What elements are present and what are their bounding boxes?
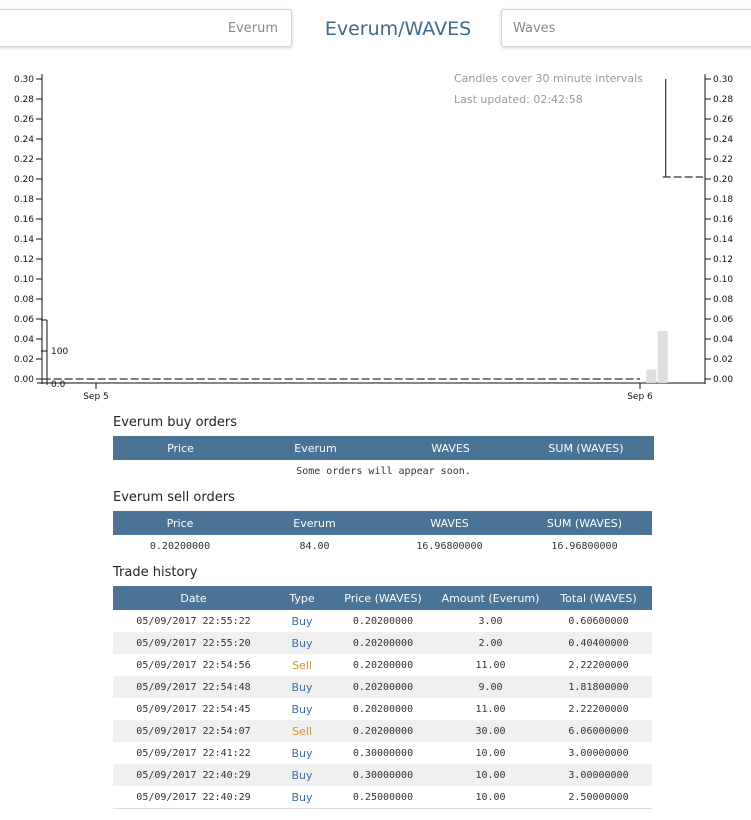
- trade-price: 0.20200000: [352, 659, 414, 671]
- trade-date: 05/09/2017 22:40:29: [136, 791, 251, 803]
- column-header[interactable]: Total (WAVES): [545, 586, 652, 610]
- trade-row[interactable]: [113, 764, 652, 786]
- y-tick-label: 0.14: [13, 235, 34, 245]
- column-header[interactable]: Everum: [247, 511, 382, 535]
- column-header[interactable]: Price (WAVES): [330, 586, 436, 610]
- y-tick-label: 0.22: [713, 155, 734, 165]
- price-asset-value: Waves: [513, 20, 556, 36]
- y-tick-label: 0.24: [713, 135, 734, 145]
- interval-text: Candles cover 30 minute intervals: [454, 72, 643, 85]
- trade-type: Buy: [291, 746, 313, 760]
- trade-price: 0.30000000: [352, 747, 414, 759]
- y-tick-label: 0.04: [713, 335, 734, 345]
- column-header[interactable]: SUM (WAVES): [517, 511, 652, 535]
- trade-amount: 11.00: [475, 659, 506, 671]
- y-tick-label: 0.02: [13, 355, 34, 365]
- trade-row[interactable]: [113, 610, 652, 632]
- column-header[interactable]: SUM (WAVES): [518, 436, 654, 460]
- trade-total: 3.00000000: [568, 747, 629, 759]
- order-price: 0.20200000: [149, 540, 211, 552]
- y-tick-label: 0.08: [13, 295, 34, 305]
- y-tick-label: 0.26: [713, 115, 734, 125]
- y-tick-label: 0.26: [13, 115, 34, 125]
- pair-title: Everum/WAVES: [324, 18, 472, 40]
- trade-history-title: Trade history: [113, 565, 198, 580]
- column-header[interactable]: Price: [113, 436, 248, 460]
- y-tick-label: 0.18: [713, 195, 734, 205]
- volume-bar: [658, 331, 668, 383]
- left-price-axis: [14, 74, 42, 385]
- trade-total: 0.40400000: [545, 632, 652, 654]
- trade-total: 1.81800000: [545, 676, 652, 698]
- x-tick-label: Sep 5: [83, 392, 109, 402]
- column-header[interactable]: Price: [113, 511, 247, 535]
- trade-amount: 30.00: [436, 720, 545, 742]
- trade-date: 05/09/2017 22:54:07: [113, 720, 274, 742]
- last-updated-text: Last updated: 02:42:58: [454, 93, 583, 106]
- y-tick-label: 0.14: [713, 235, 734, 245]
- volume-bars: [646, 331, 667, 383]
- y-tick-label: 0.08: [713, 295, 734, 305]
- amount-asset-value: Everum: [227, 20, 278, 36]
- trade-date: 05/09/2017 22:41:22: [136, 747, 251, 759]
- buy-orders-table: [113, 436, 654, 482]
- trade-amount: 11.00: [475, 703, 506, 715]
- trade-price: 0.20200000: [330, 676, 436, 698]
- trade-type: Buy: [291, 790, 313, 804]
- y-tick-label: 0.22: [13, 155, 34, 165]
- right-price-axis: [705, 74, 733, 385]
- column-header[interactable]: Amount (Everum): [436, 586, 545, 610]
- y-tick-label: 0.00: [13, 375, 34, 385]
- y-tick-label: 0.00: [713, 375, 734, 385]
- trade-price: 0.25000000: [352, 791, 414, 803]
- column-header[interactable]: WAVES: [383, 436, 518, 460]
- trade-total: 2.22200000: [568, 703, 629, 715]
- volume-bar: [646, 369, 656, 383]
- y-tick-label: 0.10: [13, 275, 34, 285]
- trade-total: 2.50000000: [568, 791, 629, 803]
- sell-order-row[interactable]: [113, 535, 652, 557]
- trade-type: Buy: [291, 702, 313, 716]
- y-tick-label: 0.12: [13, 255, 34, 265]
- time-axis: [37, 383, 705, 402]
- trade-date: 05/09/2017 22:55:22: [136, 615, 251, 627]
- trade-price: 0.20200000: [330, 720, 436, 742]
- y-tick-label: 0.24: [13, 135, 34, 145]
- y-tick-label: 0.20: [713, 175, 734, 185]
- y-tick-label: 0.02: [713, 355, 734, 365]
- volume-tick-label: 0.0: [51, 380, 66, 390]
- order-amount: 84.00: [299, 540, 330, 552]
- column-header[interactable]: Date: [113, 586, 274, 610]
- trade-amount: 10.00: [475, 791, 506, 803]
- trade-price: 0.20200000: [352, 615, 414, 627]
- sell-orders-table: [113, 511, 652, 557]
- y-tick-label: 0.30: [713, 75, 734, 85]
- trade-type: Sell: [274, 720, 330, 742]
- y-tick-label: 0.16: [13, 215, 34, 225]
- sell-orders-title: Everum sell orders: [113, 490, 235, 505]
- trade-price: 0.20200000: [330, 632, 436, 654]
- trade-type: Buy: [274, 764, 330, 786]
- trade-date: 05/09/2017 22:55:20: [113, 632, 274, 654]
- buy-orders-title: Everum buy orders: [113, 415, 238, 430]
- price-asset-selector[interactable]: [501, 9, 751, 47]
- y-tick-label: 0.20: [13, 175, 34, 185]
- trade-amount: 10.00: [436, 764, 545, 786]
- trade-row[interactable]: [113, 742, 652, 764]
- trade-total: 3.00000000: [545, 764, 652, 786]
- trade-history-table: [113, 586, 652, 809]
- column-header[interactable]: Type: [274, 586, 330, 610]
- x-tick-label: Sep 6: [627, 392, 653, 402]
- trade-row[interactable]: [113, 720, 652, 742]
- trade-row[interactable]: [113, 676, 652, 698]
- trade-date: 05/09/2017 22:54:45: [136, 703, 251, 715]
- trade-type: Buy: [274, 632, 330, 654]
- amount-asset-selector[interactable]: [0, 9, 292, 47]
- price-lines: [43, 79, 703, 379]
- column-header[interactable]: Everum: [248, 436, 383, 460]
- volume-tick-label: 100: [51, 347, 69, 357]
- column-header[interactable]: WAVES: [382, 511, 517, 535]
- price-chart[interactable]: [0, 62, 751, 402]
- trade-total: 2.22200000: [568, 659, 629, 671]
- y-tick-label: 0.12: [713, 255, 734, 265]
- trade-amount: 3.00: [478, 615, 503, 627]
- trade-amount: 9.00: [436, 676, 545, 698]
- trade-date: 05/09/2017 22:54:48: [113, 676, 274, 698]
- trade-total: 6.06000000: [545, 720, 652, 742]
- trade-price: 0.30000000: [330, 764, 436, 786]
- trade-type: Buy: [291, 614, 313, 628]
- trade-total: 0.60600000: [568, 615, 629, 627]
- trade-row[interactable]: [113, 786, 652, 809]
- buy-orders-header: [113, 436, 654, 460]
- empty-orders-message: Some orders will appear soon.: [296, 465, 471, 477]
- trade-row[interactable]: [113, 698, 652, 720]
- trade-row[interactable]: [113, 632, 652, 654]
- trade-date: 05/09/2017 22:54:56: [136, 659, 251, 671]
- trade-type: Sell: [292, 658, 312, 672]
- order-waves: 16.96800000: [416, 540, 483, 552]
- order-sum: 16.96800000: [551, 540, 618, 552]
- trade-history-header: [113, 586, 652, 610]
- trade-type: Buy: [274, 676, 330, 698]
- y-tick-label: 0.28: [13, 95, 34, 105]
- trade-amount: 2.00: [436, 632, 545, 654]
- trade-amount: 10.00: [475, 747, 506, 759]
- trade-date: 05/09/2017 22:40:29: [113, 764, 274, 786]
- y-tick-label: 0.04: [13, 335, 34, 345]
- trade-price: 0.20200000: [352, 703, 414, 715]
- y-tick-label: 0.10: [713, 275, 734, 285]
- trade-row[interactable]: [113, 654, 652, 676]
- y-tick-label: 0.18: [13, 195, 34, 205]
- y-tick-label: 0.06: [713, 315, 734, 325]
- y-tick-label: 0.16: [713, 215, 734, 225]
- sell-orders-header: [113, 511, 652, 535]
- y-tick-label: 0.06: [13, 315, 34, 325]
- y-tick-label: 0.28: [713, 95, 734, 105]
- y-tick-label: 0.30: [13, 75, 34, 85]
